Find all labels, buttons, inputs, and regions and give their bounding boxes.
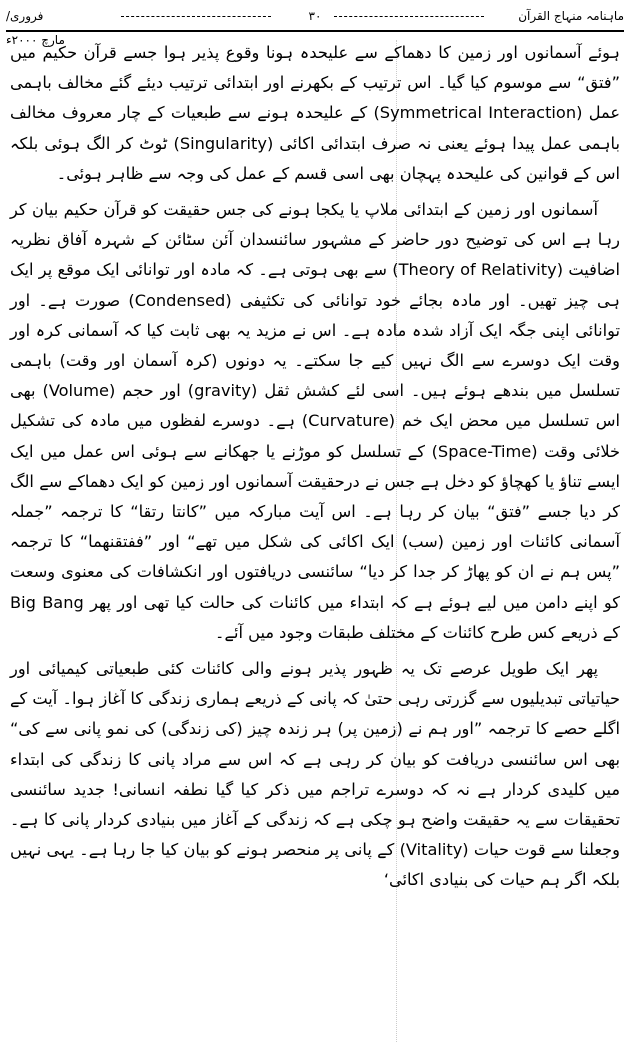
page-header [6,4,624,47]
issue-date: فروری/مارچ ۲۰۰۰ء [6,9,65,47]
header-divider-right [334,16,484,17]
header-divider-left [121,16,271,17]
page-number: ۳۰ [308,9,322,23]
article-body [10,38,620,1044]
paragraph-1: ہوئے آسمانوں اور زمین کا دھماکے سے علیحدہ ہونا وقوع پذیر ہوا جسے قرآن حکیم میں ”فتق“ سے موسوم کیا گیا۔ اس ترتیب کے بکھرنے اور ابتدائی ترتیب دیئے گئے مخالف باہمی عمل (Symmetrical Interaction) کے علیحدہ ہونے سے طبعیات کے چار معروف مخالف باہمی عمل پیدا ہوئے یعنی نہ صرف ابتدائی اکائی (Singularity) ٹوٹ کر الگ ہوئی بلکہ اس کے قوانین کی علیحدہ پہچان بھی اسی قسم کے عمل کی وجہ سے ظاہر ہوئی۔ [10,43,620,183]
paragraph-3: پھر ایک طویل عرصے تک یہ ظہور پذیر ہونے والی کائنات کئی طبعیاتی کیمیائی اور حیاتیاتی تبدیلیوں سے گزرتی رہی حتیٰ کہ پانی کے ذریعے ہماری زندگی کا آغاز ہوا۔ آیت کے اگلے حصے کا ترجمہ ”اور ہم نے (زمین پر) ہر زندہ چیز (کی زندگی) کی نمو پانی سے کی“ بھی اس سائنسی دریافت کو بیان کر رہی ہے کہ اس سے مراد پانی کا زندگی کی ابتداء میں کلیدی کردار ہے نہ کہ دوسرے تراجم میں ذکر کیا گیا نطفہ انسانی! جدید سائنسی تحقیقات سے یہ حقیقت واضح ہو چکی ہے کہ زندگی کے آغاز میں بنیادی کردار پانی کا ہے۔ وجعلنا سے قوت حیات (Vitality) کے پانی پر منحصر ہونے کو بیان کیا جا رہا ہے۔ یہی نہیں بلکہ اگر ہم حیات کی بنیادی اکائی‘ [10,659,620,890]
paragraph-2: آسمانوں اور زمین کے ابتدائی ملاپ یا یکجا ہونے کی جس حقیقت کو قرآن حکیم بیان کر رہا ہے اس کی توضیح دور حاضر کے مشہور سائنسدان آئن سٹائن کے شہرہ آفاق نظریہ اضافیت (Theory of Relativity) سے بھی ہوتی ہے۔ کہ مادہ اور توانائی ایک موقع پر ایک ہی چیز تھیں۔ اور مادہ بجائے خود توانائی کی تکثیفی (Condensed) صورت ہے۔ اور توانائی اپنی جگہ ایک آزاد شدہ مادہ ہے۔ اس نے مزید یہ بھی ثابت کیا کہ آسمانی کرہ اور وقت ایک دوسرے سے الگ نہیں کیے جا سکتے۔ یہ دونوں (کرہ آسمان اور وقت) باہمی تسلسل میں بندھے ہوئے ہیں۔ اسی لئے کشش ثقل (gravity) اور حجم (Volume) بھی اس تسلسل میں محض ایک خم (Curvature) ہے۔ دوسرے لفظوں میں مادہ کی تشکیل خلائی وقت (Space-Time) کے تسلسل کو موڑنے یا جھکانے سے ہوئی اس عمل میں ایک ایسے تناؤ یا کھچاؤ کو دخل ہے جس نے درحقیقت آسمانوں اور زمین کو ایک دھماکے سے الگ کر دیا جسے ”فتق“ بیان کر رہا ہے۔ اس آیت مبارکہ میں ”کانتا رتقا“ کا ترجمہ ”جملہ آسمانی کائنات اور زمین (سب) ایک اکائی کی شکل میں تھے“ اور ”ففتقنھما“ کا ترجمہ ”پس ہم نے ان کو پھاڑ کر جدا کر دیا“ سائنسی دریافتوں اور انکشافات کی معنوی وسعت کو اپنے دامن میں لیے ہوئے ہے کہ ابتداء میں کائنات کی حالت کیا تھی اور پھر Big Bang کے ذریعے کس طرح کائنات کے مختلف طبقات وجود میں آئے۔ [10,200,621,642]
magazine-title: ماہنامہ منہاج القرآن [518,9,624,23]
